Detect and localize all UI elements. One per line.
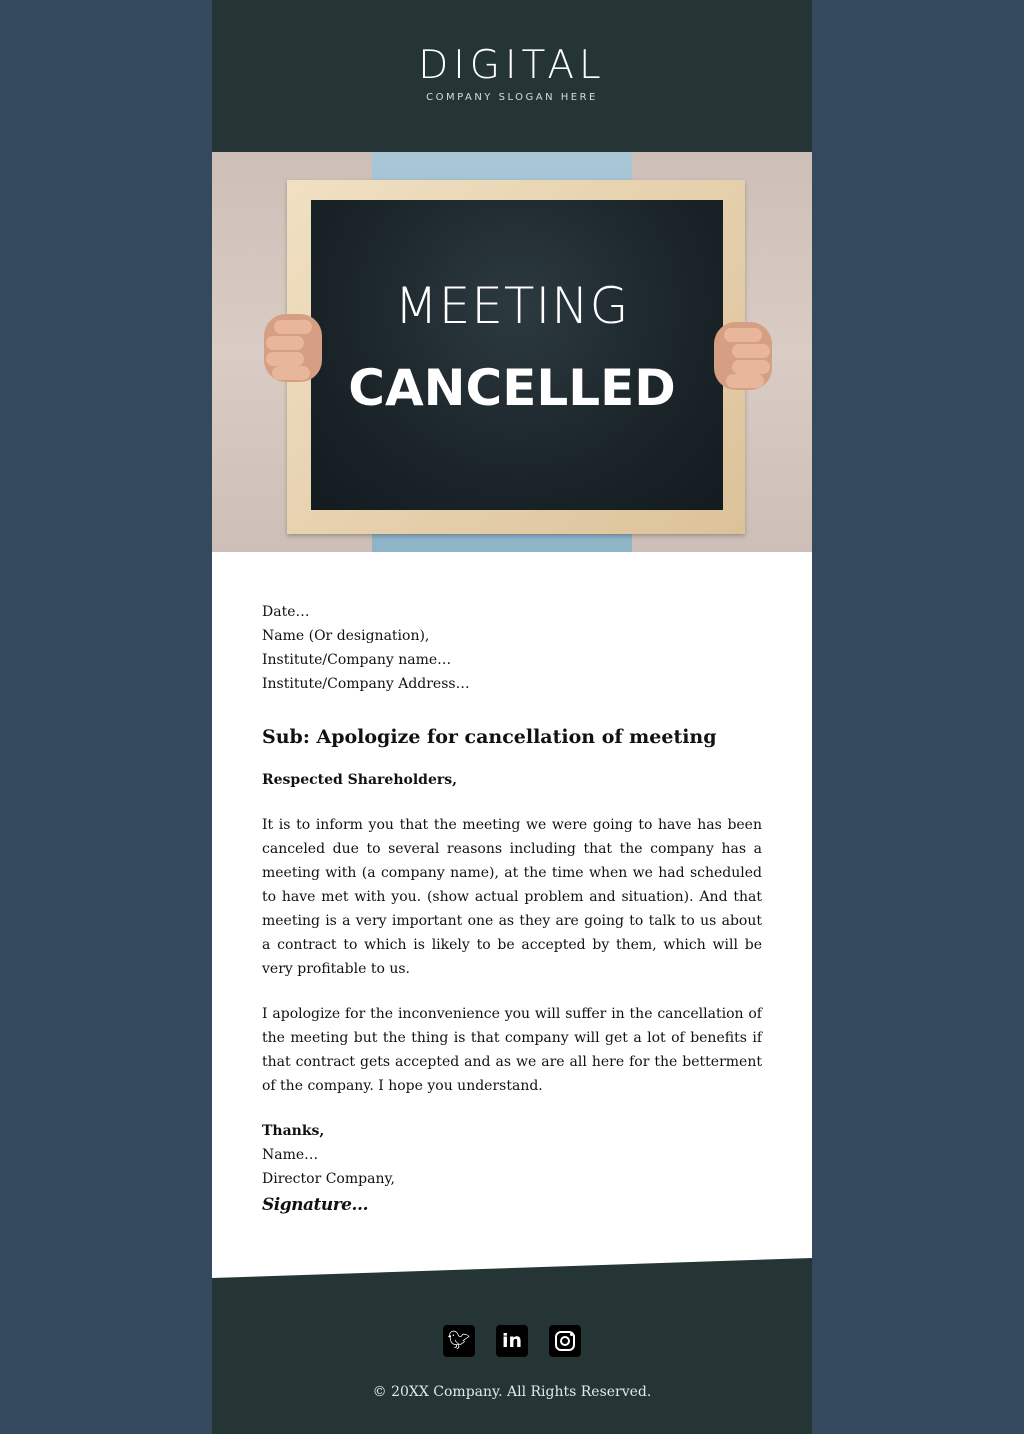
letter-closing <box>262 1119 762 1217</box>
letter-paragraph-2: I apologize for the inconvenience you will suffer in the cancellation of the meeting but the thing is that company will get a lot of benefits if that contract gets accepted and as we are all here for the betterment of the company. I hope you understand. <box>262 1006 762 1094</box>
linkedin-icon[interactable]: in <box>496 1325 528 1357</box>
letter-paragraph-1: It is to inform you that the meeting we were going to have has been canceled due to several reasons including that the company has a meeting with (a company name), at the time when we had scheduled to have met with you. (show actual problem and situation). And that meeting is a very important one as they are going to talk to us about a contract to which is likely to be accepted by them, which will be very profitable to us. <box>262 817 762 977</box>
address-name: Name (Or designation), <box>262 628 430 644</box>
closing-thanks: Thanks, <box>262 1123 325 1139</box>
hero-image <box>212 152 812 552</box>
instagram-icon[interactable] <box>549 1325 581 1357</box>
email-card <box>212 0 812 1434</box>
chalkboard <box>311 200 723 510</box>
hero-title-line1: MEETING <box>394 277 630 335</box>
hero-title-line2: CANCELLED <box>348 359 676 417</box>
closing-name: Name… <box>262 1147 319 1163</box>
address-date: Date… <box>262 604 310 620</box>
email-header <box>212 0 812 152</box>
address-block <box>262 600 762 696</box>
address-company-name: Institute/Company name… <box>262 652 452 668</box>
company-logo[interactable]: DIGITAL <box>418 43 606 88</box>
letter-body <box>262 600 762 1217</box>
closing-signature: Signature… <box>262 1195 368 1215</box>
twitter-icon[interactable]: 🐦︎ <box>443 1325 475 1357</box>
chalkboard-frame <box>287 180 745 534</box>
social-links <box>443 1325 583 1357</box>
closing-title: Director Company, <box>262 1171 395 1187</box>
letter-subject: Sub: Apologize for cancellation of meeting <box>262 726 717 748</box>
company-slogan: COMPANY SLOGAN HERE <box>426 92 598 103</box>
address-company-address: Institute/Company Address… <box>262 676 470 692</box>
footer-copyright: © 20XX Company. All Rights Reserved. <box>372 1384 652 1400</box>
letter-greeting: Respected Shareholders, <box>262 772 457 788</box>
